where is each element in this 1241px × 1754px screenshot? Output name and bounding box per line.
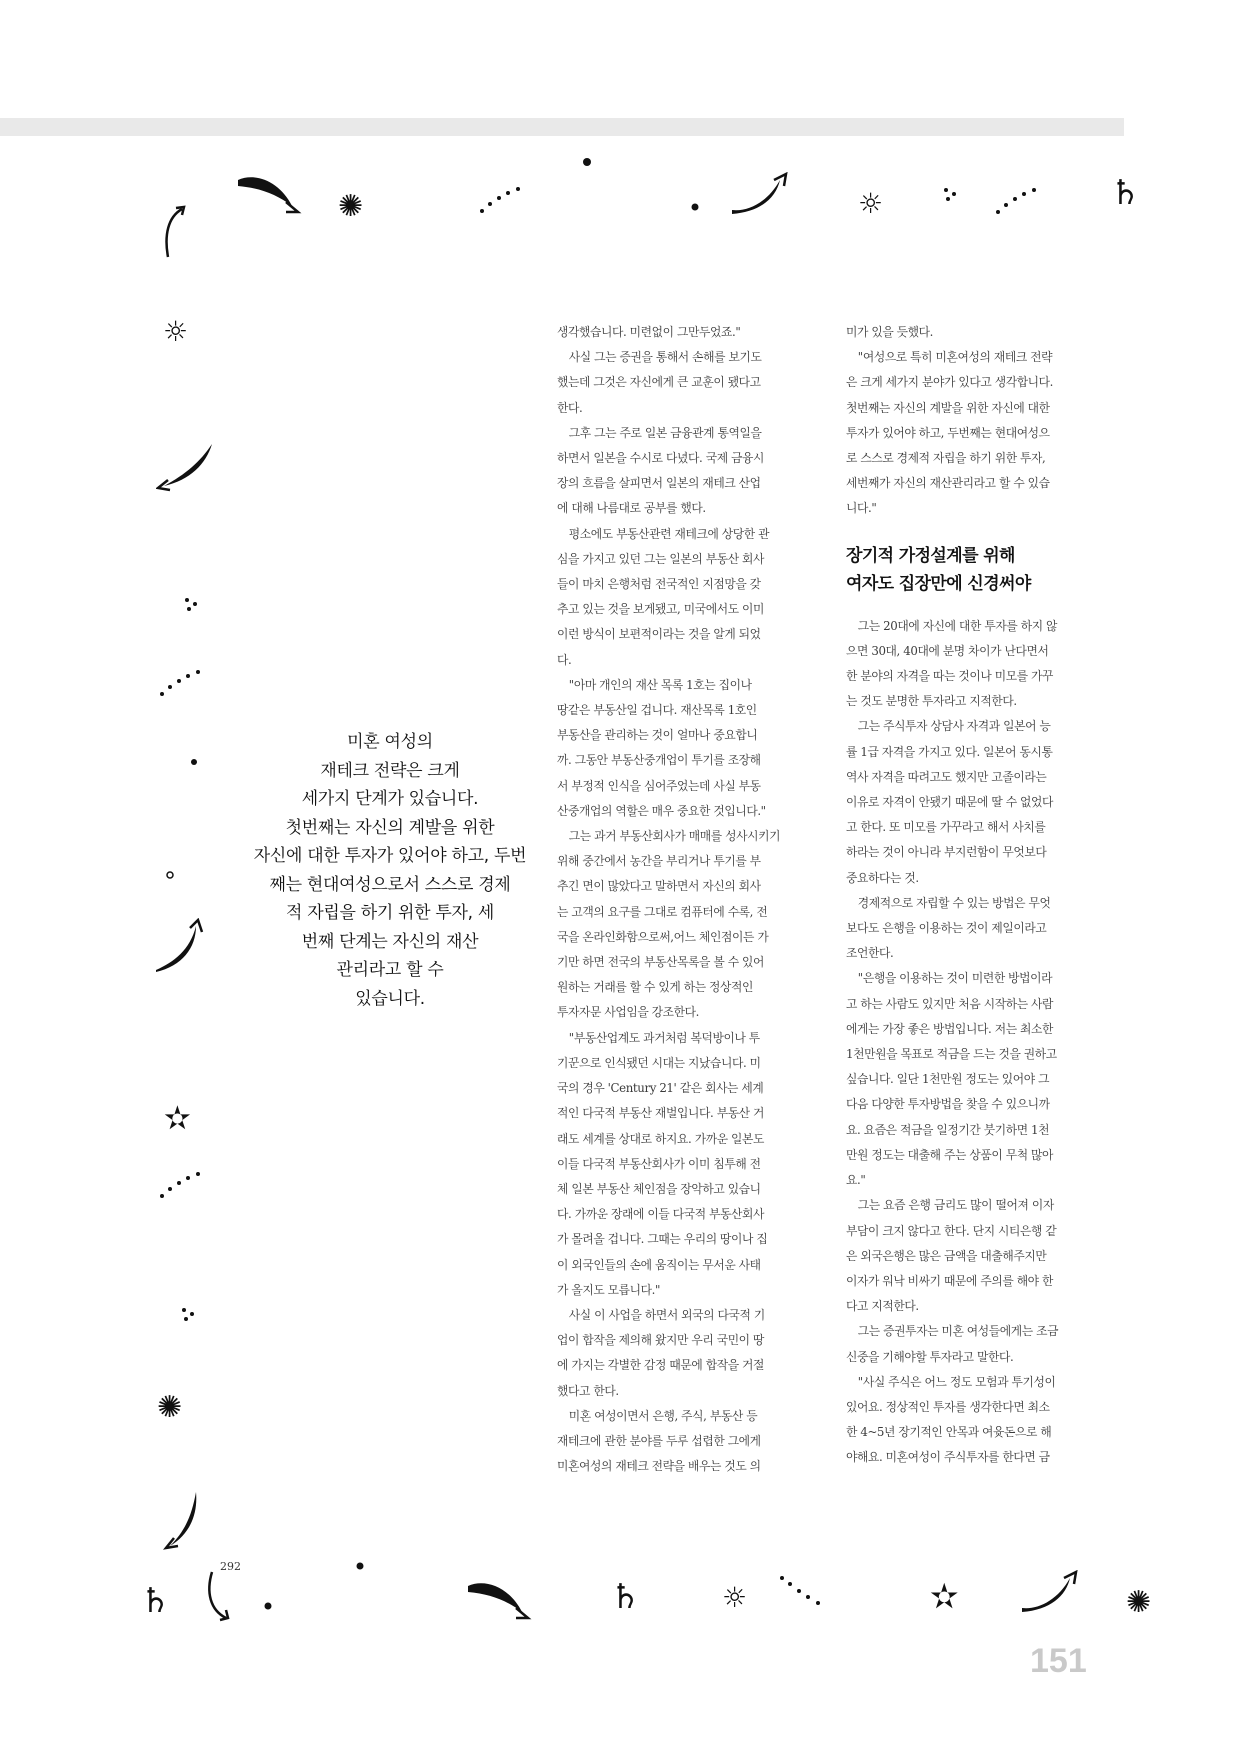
text-line: 1천만원을 목표로 적금을 드는 것을 권하고 <box>846 1047 1057 1062</box>
text-line: 사실 그는 증권을 통해서 손해를 보기도 <box>568 350 762 365</box>
text-line: 생각했습니다. 미련없이 그만두었죠." <box>557 325 741 339</box>
star-icon: ✫ <box>164 1099 191 1137</box>
original-page-number: 292 <box>220 1560 241 1573</box>
text-line: 했는데 그것은 자신에게 큰 교훈이 됐다고 <box>557 375 761 390</box>
text-line: 그는 주식투자 상담사 자격과 일본어 능 <box>857 719 1051 734</box>
text-line: 국의 경우 'Century 21' 같은 회사는 세계 <box>557 1081 764 1096</box>
text-line: 들이 마치 은행처럼 전국적인 지점망을 갖 <box>557 577 761 592</box>
text-line: 평소에도 부동산관련 재테크에 상당한 관 <box>568 526 770 541</box>
text-line: 은 크게 세가지 분야가 있다고 생각합니다. <box>846 375 1054 390</box>
text-line: 조언한다. <box>846 946 894 961</box>
text-line: 가 올지도 모릅니다." <box>557 1282 661 1297</box>
text-line: 역사 자격을 따려고도 했지만 고졸이라는 <box>846 769 1047 784</box>
text-line: 자신에 대한 투자가 있어야 하고, 두번 <box>253 846 527 866</box>
text-line: 하면서 일본을 수시로 다녔다. 국제 금융시 <box>557 451 765 466</box>
dot-icon <box>582 157 592 167</box>
comet-icon <box>1020 1570 1082 1614</box>
text-line: 한 분야의 자격을 따는 것이나 미모를 가꾸 <box>846 669 1054 684</box>
text-line: 요. 요즘은 적금을 일정기간 붓기하면 1천 <box>846 1122 1050 1137</box>
sagittarius-icon: ♄ <box>1110 173 1141 213</box>
dot-icon <box>263 1601 273 1611</box>
sun-burst-icon: ✺ <box>157 1390 183 1425</box>
text-line: 래도 세계를 상대로 하지요. 가까운 일본도 <box>557 1131 765 1146</box>
text-line: 원하는 거래를 할 수 있게 하는 정상적인 <box>557 980 754 995</box>
text-line: 그후 그는 주로 일본 금융관계 통역일을 <box>568 425 762 440</box>
comet-icon <box>466 1578 532 1624</box>
text-line: 가 몰려올 겁니다. 그때는 우리의 땅이나 집 <box>557 1232 768 1247</box>
text-line: 있습니다. <box>355 988 425 1009</box>
text-line: 이유로 자격이 안됐기 때문에 딸 수 없었다 <box>846 795 1054 810</box>
dots-icon <box>180 1306 196 1322</box>
text-line: 에 가지는 각별한 감정 때문에 합작을 거절 <box>557 1358 765 1373</box>
sun-icon: ☼ <box>722 1581 748 1614</box>
text-line: 하라는 것이 아니라 부지런함이 무엇보다 <box>846 845 1047 860</box>
text-line: 관리라고 할 수 <box>336 960 444 980</box>
pull-quote <box>245 728 535 1013</box>
text-line: 니다." <box>846 501 877 516</box>
text-line: 세번째가 자신의 재산관리라고 할 수 있습 <box>846 476 1050 491</box>
text-line: 다. <box>557 652 572 667</box>
page-number: 151 <box>1030 1642 1087 1680</box>
text-line: 위해 중간에서 농간을 부리거나 투기를 부 <box>557 854 761 869</box>
dots-icon <box>183 596 199 612</box>
text-line: 있어요. 정상적인 투자를 생각한다면 최소 <box>846 1399 1050 1414</box>
comet-icon <box>236 172 302 218</box>
dot-icon <box>189 757 199 767</box>
arc-arrow-icon <box>160 205 186 261</box>
text-line: 그는 요즘 은행 금리도 많이 떨어져 이자 <box>857 1198 1054 1213</box>
text-line: 야해요. 미혼여성이 주식투자를 한다면 금 <box>846 1450 1050 1465</box>
comet-icon <box>156 440 216 492</box>
text-line: 싶습니다. 일단 1천만원 정도는 있어야 그 <box>846 1072 1050 1087</box>
ring-icon <box>165 870 175 880</box>
text-line: "부동산업계도 과거처럼 복덕방이나 투 <box>568 1030 760 1045</box>
text-line: 그는 과거 부동산회사가 매매를 성사시키기 <box>568 829 781 844</box>
text-line: 다고 지적한다. <box>846 1299 919 1314</box>
text-line: 다음 다양한 투자방법을 찾을 수 있으니까 <box>846 1097 1050 1112</box>
text-line: 부담이 크지 않다고 한다. 단지 시티은행 같 <box>846 1223 1057 1238</box>
comet-icon <box>162 1488 202 1550</box>
text-line: 투자자문 사업임을 강조한다. <box>557 1005 700 1020</box>
text-line: 번째 단계는 자신의 재산 <box>301 931 479 952</box>
text-line: 째는 현대여성으로서 스스로 경제 <box>269 874 511 895</box>
article-column-right <box>846 320 1118 1471</box>
sun-burst-icon: ✺ <box>338 189 364 224</box>
text-line: 장의 흐름을 살피면서 일본의 재테크 산업 <box>557 476 761 491</box>
text-line: 그는 증권투자는 미혼 여성들에게는 조금 <box>857 1324 1059 1339</box>
text-line: 신중을 기해야할 투자라고 말한다. <box>846 1349 1014 1364</box>
dotted-trail-icon <box>158 668 202 698</box>
sagittarius-icon: ♄ <box>140 1581 171 1621</box>
dotted-trail-icon <box>778 1574 822 1608</box>
text-line: 적 자립을 하기 위한 투자, 세 <box>286 903 494 923</box>
text-line: 는 것도 분명한 투자라고 지적한다. <box>846 694 1017 709</box>
subheading-line: 장기적 가정설계를 위해 <box>846 545 1015 566</box>
article-paragraphs-bottom <box>846 614 1118 1471</box>
text-line: "여성으로 특히 미혼여성의 재테크 전략 <box>857 350 1053 365</box>
dotted-trail-icon <box>478 185 522 215</box>
sun-burst-icon: ✺ <box>1126 1585 1152 1620</box>
text-line: 경제적으로 자립할 수 있는 방법은 무엇 <box>857 895 1051 910</box>
article-column-middle <box>557 320 819 1479</box>
sun-icon: ☼ <box>163 315 189 348</box>
comet-icon <box>152 918 204 974</box>
text-line: 적인 다국적 부동산 재벌입니다. 부동산 거 <box>557 1106 765 1121</box>
text-line: 미가 있을 듯했다. <box>846 325 934 339</box>
text-line: 세가지 단계가 있습니다. <box>301 789 479 809</box>
text-line: 재테크 전략은 크게 <box>320 760 460 781</box>
text-line: 미혼 여성이면서 은행, 주식, 부동산 등 <box>568 1408 758 1423</box>
text-line: 고 한다. 또 미모를 가꾸라고 해서 사치를 <box>846 820 1046 835</box>
text-line: 추긴 면이 많았다고 말하면서 자신의 회사 <box>557 879 761 894</box>
text-line: 국을 온라인화함으로써,어느 체인점이든 가 <box>557 929 769 944</box>
text-line: 체 일본 부동산 체인점을 장악하고 있습니 <box>557 1181 761 1196</box>
text-line: 산중개업의 역할은 매우 중요한 것입니다." <box>557 803 766 818</box>
text-line: 로 스스로 경제적 자립을 하기 위한 투자, <box>846 451 1046 466</box>
text-line: 률 1급 자격을 가지고 있다. 일본어 동시통 <box>846 744 1053 759</box>
text-line: 다. 가까운 장래에 이들 다국적 부동산회사 <box>557 1207 765 1222</box>
text-line: 고 하는 사람도 있지만 처음 시작하는 사람 <box>846 996 1054 1011</box>
text-line: 이런 방식이 보편적이라는 것을 알게 되었 <box>557 627 761 642</box>
header-band <box>0 118 1124 136</box>
subheading-line: 여자도 집장만에 신경써야 <box>846 573 1031 594</box>
star-icon: ✫ <box>930 1577 959 1617</box>
dot-icon <box>355 1561 365 1571</box>
text-line: 에 대해 나름대로 공부를 했다. <box>557 501 706 516</box>
text-line: 한다. <box>557 400 583 415</box>
text-line: 는 고객의 요구를 그대로 컴퓨터에 수록, 전 <box>557 904 768 919</box>
article-paragraphs-top <box>846 320 1118 522</box>
text-line: 그는 20대에 자신에 대한 투자를 하지 않 <box>857 618 1058 633</box>
text-line: 이들 다국적 부동산회사가 이미 침투해 전 <box>557 1156 761 1171</box>
text-line: "사실 주식은 어느 정도 모험과 투기성이 <box>857 1374 1056 1389</box>
sagittarius-icon: ♄ <box>610 1577 641 1617</box>
text-line: "아마 개인의 재산 목록 1호는 집이나 <box>568 677 752 692</box>
text-line: 서 부정적 인식을 심어주었는데 사실 부동 <box>557 778 761 793</box>
dots-icon <box>942 186 958 202</box>
text-line: "은행을 이용하는 것이 미련한 방법이라 <box>857 971 1053 986</box>
text-line: 까. 그동안 부동산중개업이 투기를 조장해 <box>557 753 761 768</box>
text-line: 만원 정도는 대출해 주는 상품이 무척 많아 <box>846 1147 1054 1162</box>
text-line: 첫번째는 자신의 계발을 위한 <box>285 817 495 838</box>
text-line: 했다고 한다. <box>557 1383 619 1398</box>
text-line: 땅같은 부동산일 겁니다. 재산목록 1호인 <box>557 703 757 718</box>
arc-arrow-icon <box>204 1568 234 1624</box>
text-line: 투자가 있어야 하고, 두번째는 현대여성으 <box>846 425 1050 440</box>
text-line: 한 4~5년 장기적인 안목과 여윳돈으로 해 <box>846 1425 1052 1440</box>
text-line: 으면 30대, 40대에 분명 차이가 난다면서 <box>846 643 1049 658</box>
section-subheading <box>846 542 1118 598</box>
text-line: 기만 하면 전국의 부동산목록을 볼 수 있어 <box>557 955 765 970</box>
text-line: 은 외국은행은 많은 금액을 대출해주지만 <box>846 1248 1047 1263</box>
text-line: 업이 합작을 제의해 왔지만 우리 국민이 땅 <box>557 1333 765 1348</box>
text-line: 심을 가지고 있던 그는 일본의 부동산 회사 <box>557 551 765 566</box>
text-line: 중요하다는 것. <box>846 870 919 885</box>
dotted-trail-icon <box>994 186 1038 216</box>
text-line: 에게는 가장 좋은 방법입니다. 저는 최소한 <box>846 1021 1054 1036</box>
dot-icon <box>690 202 700 212</box>
sun-icon: ☼ <box>858 187 884 220</box>
text-line: 보다도 은행을 이용하는 것이 제일이라고 <box>846 921 1047 936</box>
text-line: 부동산을 관리하는 것이 얼마나 중요합니 <box>557 728 758 743</box>
text-line: 요." <box>846 1173 866 1188</box>
text-line: 첫번째는 자신의 계발을 위한 자신에 대한 <box>846 400 1050 415</box>
text-line: 재테크에 관한 분야를 두루 섭렵한 그에게 <box>557 1433 761 1448</box>
text-line: 기꾼으로 인식됐던 시대는 지났습니다. 미 <box>557 1055 761 1070</box>
comet-icon <box>730 172 792 216</box>
text-line: 미혼 여성의 <box>347 732 433 752</box>
text-line: 미혼여성의 재테크 전략을 배우는 것도 의 <box>557 1459 761 1474</box>
text-line: 이자가 워낙 비싸기 때문에 주의를 해야 한 <box>846 1273 1054 1288</box>
text-line: 사실 이 사업을 하면서 외국의 다국적 기 <box>568 1307 765 1322</box>
dotted-trail-icon <box>158 1170 202 1200</box>
text-line: 이 외국인들의 손에 움직이는 무서운 사태 <box>557 1257 761 1272</box>
text-line: 추고 있는 것을 보게됐고, 미국에서도 이미 <box>557 602 765 617</box>
